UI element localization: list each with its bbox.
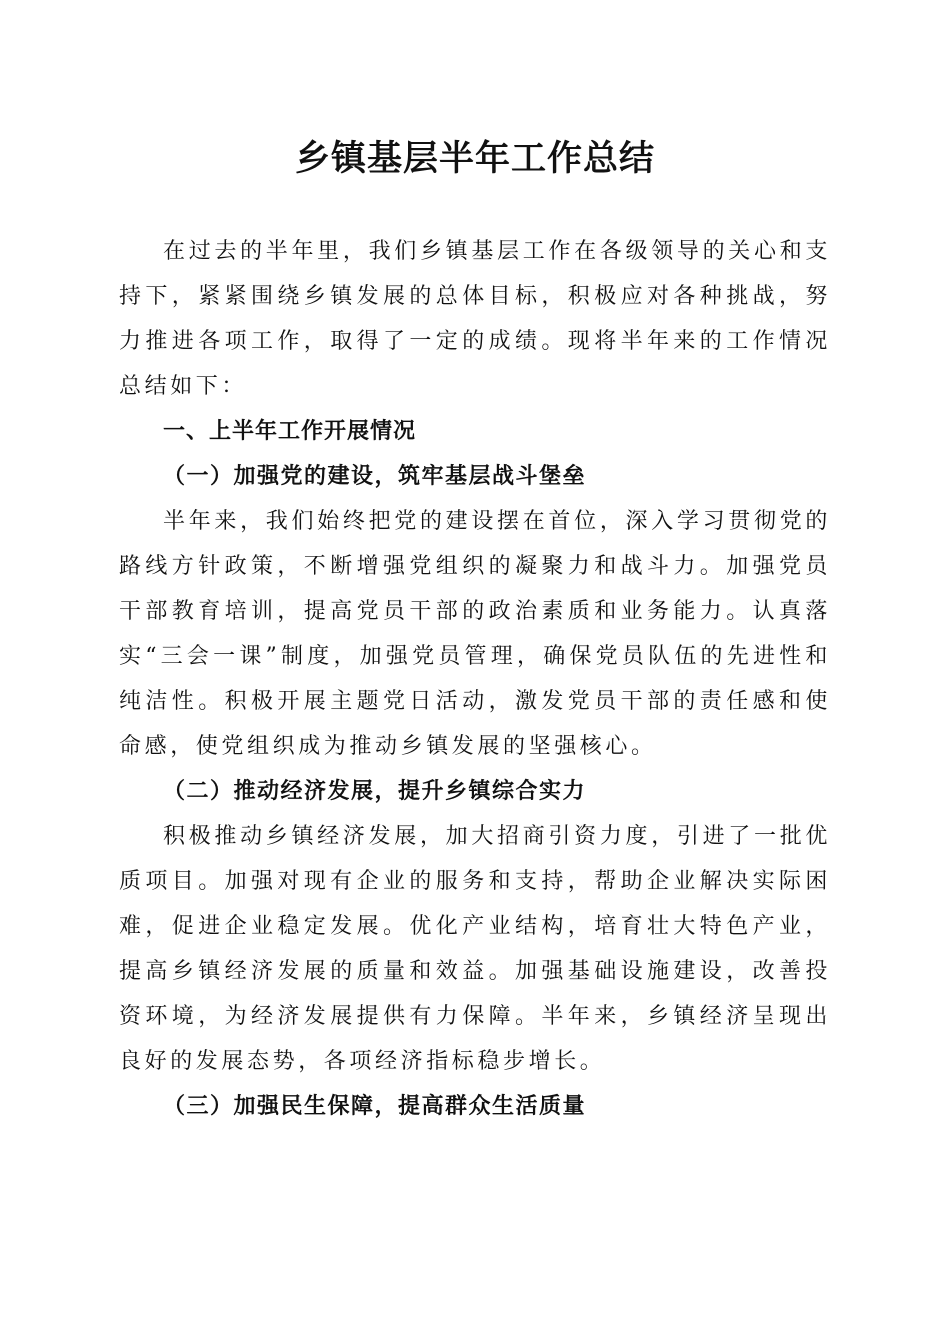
intro-paragraph: 在过去的半年里，我们乡镇基层工作在各级领导的关心和支持下，紧紧围绕乡镇发展的总体目标，积极应对各种挑战，努力推进各项工作，取得了一定的成绩。现将半年来的工作情况总结如下：	[119, 239, 831, 399]
subsection-heading-party-building: （一）加强党的建设，筑牢基层战斗堡垒	[163, 463, 587, 489]
section-heading: 一、上半年工作开展情况	[163, 419, 417, 444]
subsection-heading-economy: （二）推动经济发展，提升乡镇综合实力	[163, 778, 587, 804]
economy-paragraph: 积极推动乡镇经济发展，加大招商引资力度，引进了一批优质项目。加强对现有企业的服务和支持，帮助企业解决实际困难，促进企业稳定发展。优化产业结构，培育壮大特色产业，提高乡镇经济发展的质量和效益。加强基础设施建设，改善投资环境，为经济发展提供有力保障。半年来，乡镇经济呈现出良好的发展态势，各项经济指标稳步增长。	[119, 824, 831, 1074]
party-building-paragraph: 半年来，我们始终把党的建设摆在首位，深入学习贯彻党的路线方针政策，不断增强党组织的凝聚力和战斗力。加强党员干部教育培训，提高党员干部的政治素质和业务能力。认真落实“三会一课”制度，加强党员管理，确保党员队伍的先进性和纯洁性。积极开展主题党日活动，激发党员干部的责任感和使命感，使党组织成为推动乡镇发展的坚强核心。	[119, 509, 831, 759]
document-title: 乡镇基层半年工作总结	[294, 138, 655, 179]
subsection-heading-livelihood: （三）加强民生保障，提高群众生活质量	[163, 1093, 587, 1119]
document-body	[119, 229, 831, 1129]
